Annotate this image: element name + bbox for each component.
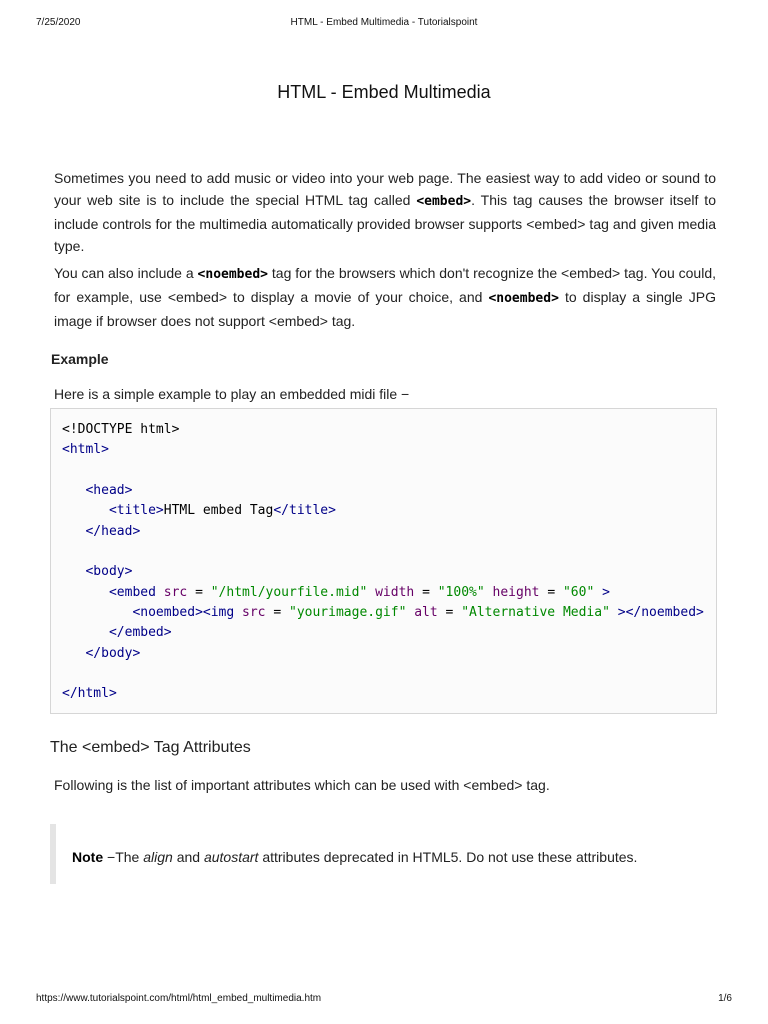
code-indent <box>62 605 132 620</box>
code-text: HTML embed Tag <box>163 503 274 519</box>
code-tag: </head> <box>85 523 141 539</box>
note-label: Note <box>72 849 104 865</box>
code-attr-value: "Alternative Media" <box>461 605 610 621</box>
code-line <box>62 501 704 521</box>
noembed-text-2: tag for the browsers which don't recognize the <embed> tag. You could, for example, use <embed> to display a movie of your choice, and <box>54 265 716 305</box>
code-attr-value: "/html/yourfile.mid" <box>210 584 368 600</box>
print-footer-url: https://www.tutorialspoint.com/html/html_embed_multimedia.htm <box>36 993 322 1004</box>
note-text-3: attributes deprecated in HTML5. Do not use these attributes. <box>258 849 638 865</box>
code-line <box>62 684 704 704</box>
embed-tag-inline: <embed> <box>416 194 472 209</box>
code-attr-name: width <box>367 584 415 600</box>
code-tag: </body> <box>85 645 141 661</box>
code-line <box>62 664 704 684</box>
page-title: HTML - Embed Multimedia <box>277 82 491 102</box>
code-attr-value: "yourimage.gif" <box>289 605 407 621</box>
noembed-text-1: You can also include a <box>54 265 198 281</box>
code-indent <box>62 646 85 661</box>
code-attr-name: src <box>234 605 266 621</box>
code-indent <box>62 503 109 518</box>
code-attr-value: "60" <box>562 584 595 600</box>
code-indent <box>62 483 85 498</box>
example-intro: Here is a simple example to play an embedded midi file − <box>54 386 410 402</box>
code-equals: = <box>265 605 289 621</box>
code-content <box>62 420 704 705</box>
code-line <box>62 481 704 501</box>
code-tag: <head> <box>85 483 133 499</box>
attributes-heading: The <embed> Tag Attributes <box>50 739 251 756</box>
code-attr-value: "100%" <box>437 584 485 600</box>
intro-text-1: Sometimes you need to add music or video into your web page. The easiest way to add video or sound to your web site is to include the special HTML tag called <box>54 170 716 208</box>
code-tag: </html> <box>62 686 117 702</box>
code-equals: = <box>414 584 438 600</box>
print-header-title: HTML - Embed Multimedia - Tutorialspoint <box>290 17 478 28</box>
code-indent <box>62 625 109 640</box>
code-tag: <embed <box>108 584 156 600</box>
note-text <box>72 848 637 866</box>
code-tag: > <box>594 584 610 600</box>
code-line <box>62 420 704 440</box>
code-line <box>62 542 704 562</box>
code-block <box>50 408 717 714</box>
code-line <box>62 603 704 623</box>
code-line <box>62 562 704 582</box>
code-line <box>62 461 704 481</box>
example-heading: Example <box>51 351 109 367</box>
code-tag: </embed> <box>108 625 172 641</box>
intro-paragraph <box>54 167 716 257</box>
note-text-2: and <box>172 849 204 865</box>
code-tag: </title> <box>273 503 336 519</box>
code-tag: <noembed><img <box>132 605 235 621</box>
code-line <box>62 522 704 542</box>
code-doctype: <!DOCTYPE html> <box>62 422 180 437</box>
noembed-text-3: to display a single JPG image if browser does not support <embed> tag. <box>54 289 716 329</box>
print-header-date: 7/25/2020 <box>36 17 81 28</box>
code-attr-name: height <box>484 584 540 600</box>
code-indent <box>62 524 85 539</box>
code-indent <box>62 564 85 579</box>
code-indent <box>62 585 109 600</box>
print-footer-page-number: 1/6 <box>718 993 732 1004</box>
intro-text-2: . This tag causes the browser itself to include controls for the multimedia automatically provided browser supports <embed> tag and given media type. <box>54 192 716 254</box>
note-text-1: −The <box>103 849 144 865</box>
code-tag: <title> <box>108 503 164 519</box>
code-tag: <body> <box>85 564 133 580</box>
code-equals: = <box>539 584 563 600</box>
code-equals: = <box>437 605 462 621</box>
code-line <box>62 440 704 460</box>
code-line <box>62 583 704 603</box>
code-line <box>62 623 704 643</box>
code-equals: = <box>187 584 211 600</box>
code-tag: ></noembed> <box>609 605 704 621</box>
note-align-term: align <box>143 849 173 865</box>
noembed-tag-inline-2: <noembed> <box>488 291 559 306</box>
attributes-intro: Following is the list of important attributes which can be used with <embed> tag. <box>54 777 550 793</box>
code-attr-name: src <box>155 584 188 600</box>
code-tag: <html> <box>62 442 109 458</box>
code-line <box>62 644 704 664</box>
note-callout <box>50 824 716 884</box>
noembed-tag-inline: <noembed> <box>197 267 268 282</box>
code-attr-name: alt <box>406 605 438 621</box>
note-autostart-term: autostart <box>203 849 259 865</box>
noembed-paragraph <box>54 262 716 332</box>
